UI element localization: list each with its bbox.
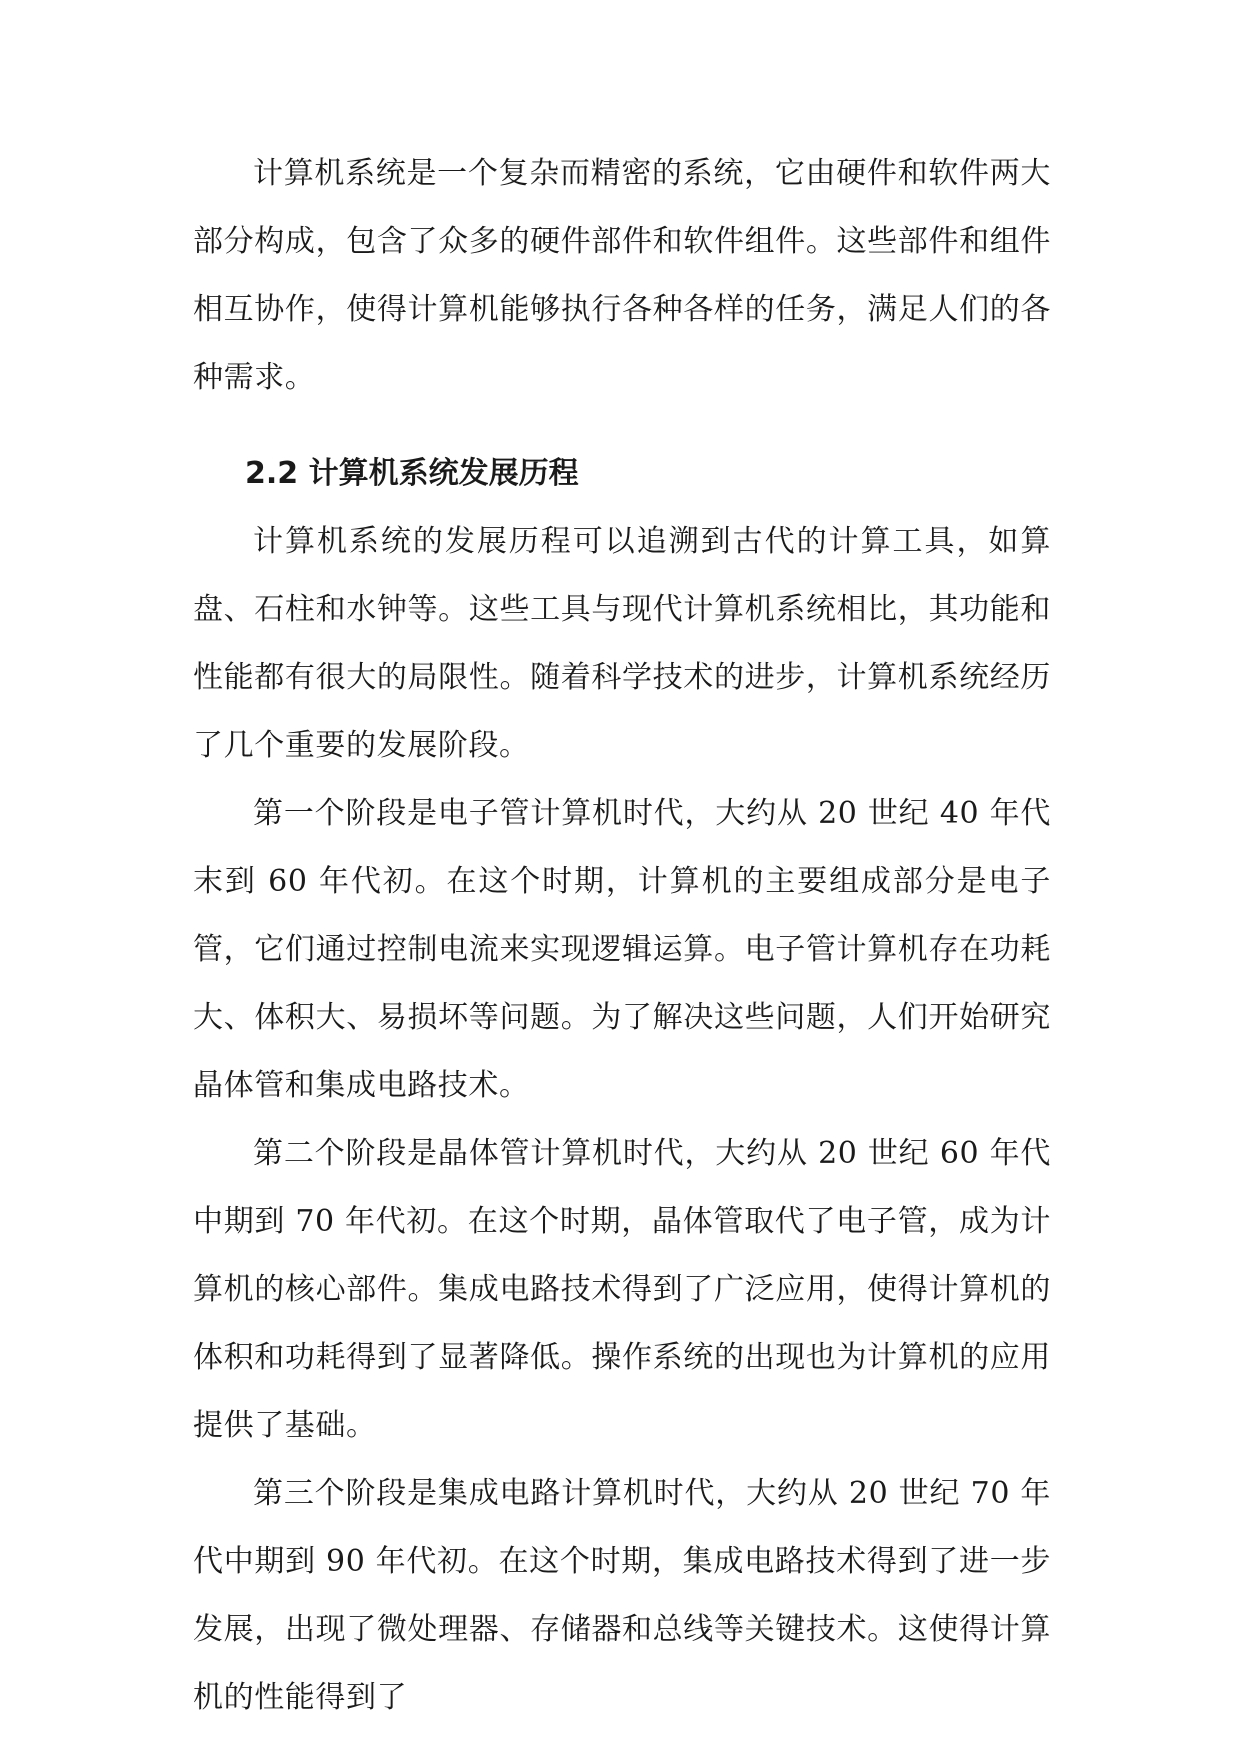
section-heading: 2.2 计算机系统发展历程 [245, 456, 579, 491]
document-page [193, 140, 1051, 1732]
body-paragraph-stage-two: 第二个阶段是晶体管计算机时代，大约从 20 世纪 60 年代中期到 70 年代初。在这个时期，晶体管取代了电子管，成为计算机的核心部件。集成电路技术得到了广泛应用，使得计算机的体积和功耗得到了显著降低。操作系统的出现也为计算机的应用提供了基础。 [193, 1136, 1051, 1443]
body-paragraph-origins: 计算机系统的发展历程可以追溯到古代的计算工具，如算盘、石柱和水钟等。这些工具与现代计算机系统相比，其功能和性能都有很大的局限性。随着科学技术的进步，计算机系统经历了几个重要的发展阶段。 [193, 524, 1051, 763]
intro-paragraph: 计算机系统是一个复杂而精密的系统，它由硬件和软件两大部分构成，包含了众多的硬件部件和软件组件。这些部件和组件相互协作，使得计算机能够执行各种各样的任务，满足人们的各种需求。 [193, 156, 1051, 395]
body-paragraph-stage-one: 第一个阶段是电子管计算机时代，大约从 20 世纪 40 年代末到 60 年代初。在这个时期，计算机的主要组成部分是电子管，它们通过控制电流来实现逻辑运算。电子管计算机存在功耗大、体积大、易损坏等问题。为了解决这些问题，人们开始研究晶体管和集成电路技术。 [193, 796, 1051, 1103]
body-paragraph-stage-three: 第三个阶段是集成电路计算机时代，大约从 20 世纪 70 年代中期到 90 年代初。在这个时期，集成电路技术得到了进一步发展，出现了微处理器、存储器和总线等关键技术。这使得计算机的性能得到了 [193, 1476, 1051, 1715]
